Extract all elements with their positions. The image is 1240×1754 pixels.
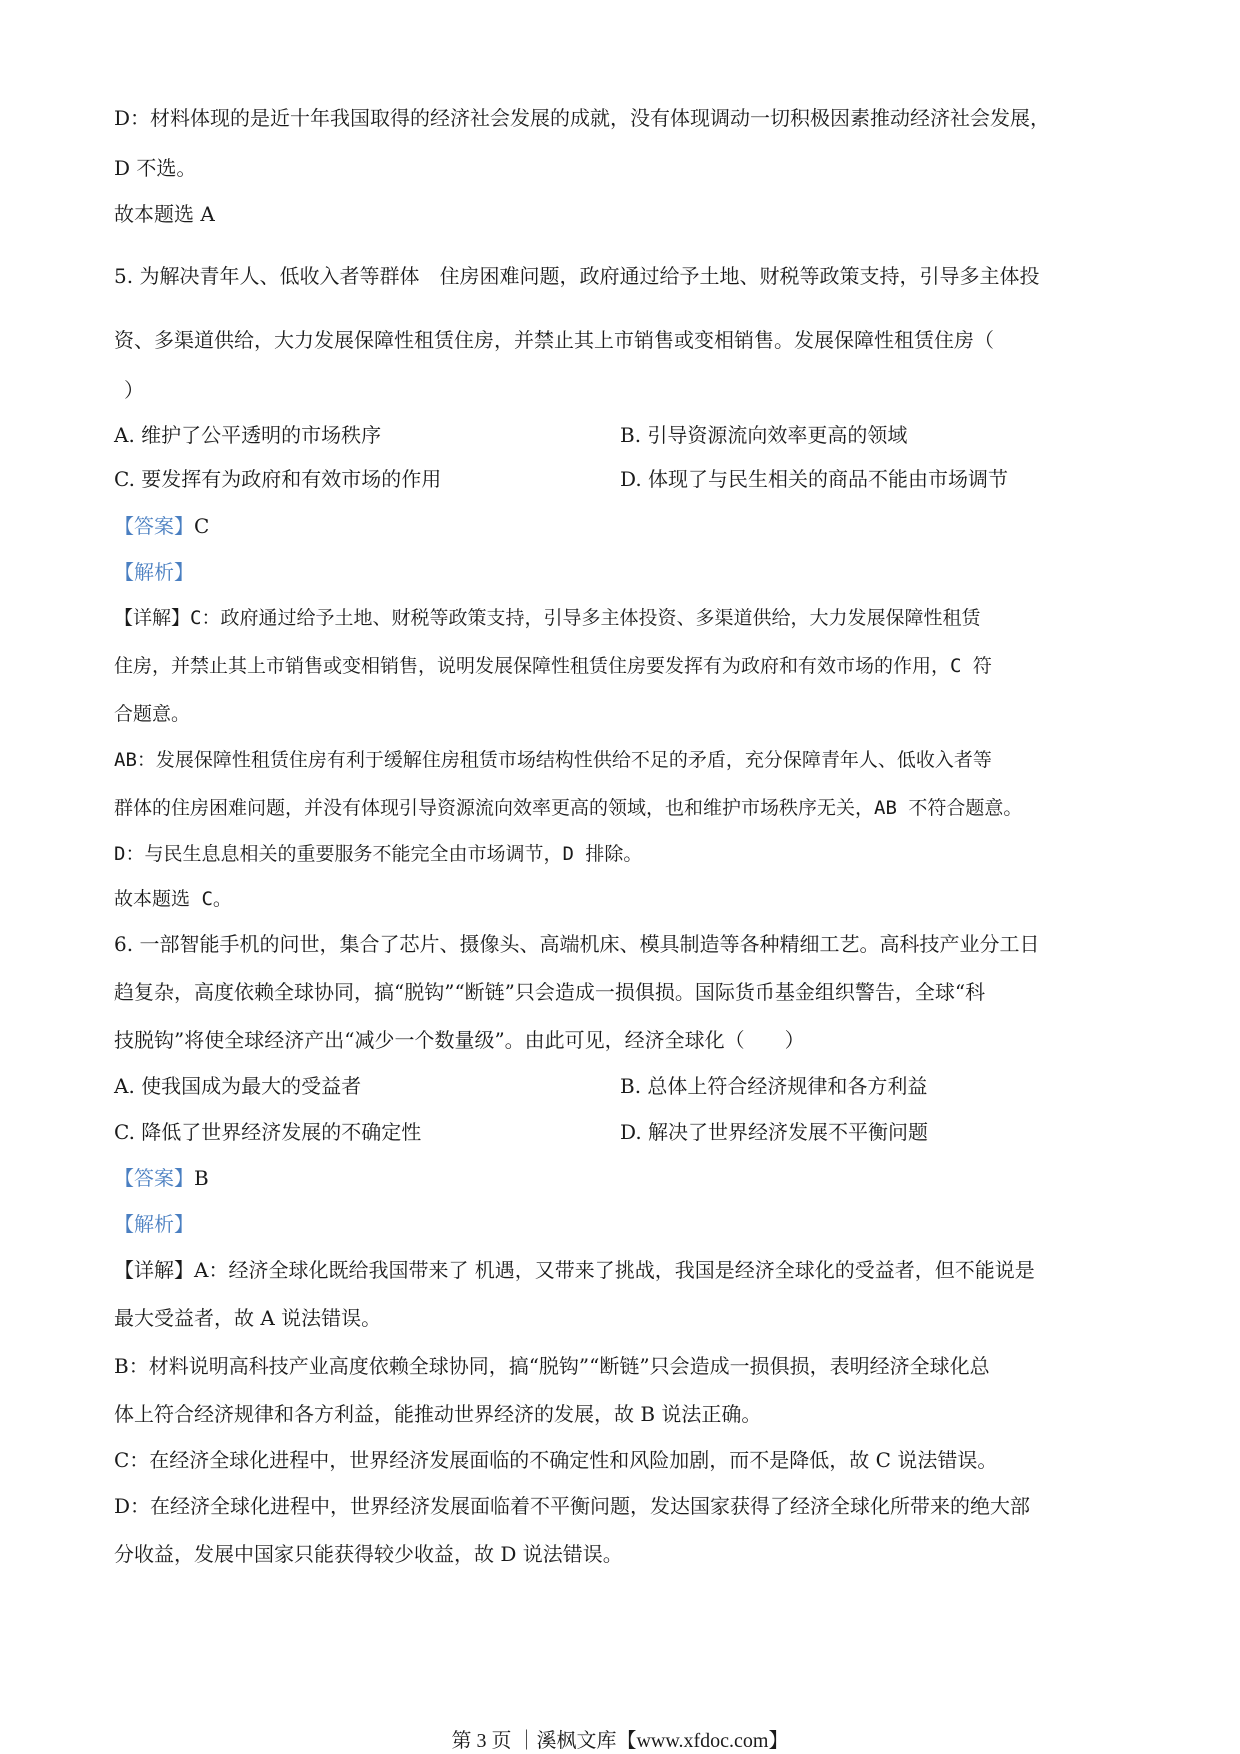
q6-c-line: C：在经济全球化进程中，世界经济发展面临的不确定性和风险加剧，而不是降低，故 C 说法错误。: [114, 1448, 998, 1472]
q5-option-a: A. 维护了公平透明的市场秩序: [114, 423, 382, 447]
q5-option-b: B. 引导资源流向效率更高的领域: [620, 423, 908, 447]
q5-option-d: D. 体现了与民生相关的商品不能由市场调节: [620, 467, 1009, 491]
q5-ab-line1: AB：发展保障性租赁住房有利于缓解住房租赁市场结构性供给不足的矛盾，充分保障青年人、低收入者等: [114, 749, 992, 771]
q5-stem-line3: ）: [124, 378, 144, 402]
q6-option-b: B. 总体上符合经济规律和各方利益: [620, 1074, 928, 1098]
q5-d-line: D：与民生息息相关的重要服务不能完全由市场调节，D 排除。: [114, 843, 643, 865]
detail-label: 【详解】: [114, 1258, 194, 1282]
detail-label: 【详解】: [114, 607, 191, 629]
q6-stem-line2: 趋复杂，高度依赖全球协同，搞“脱钩”“断链”只会造成一损俱损。国际货币基金组织警告，全球“科: [114, 980, 986, 1004]
q6-option-a: A. 使我国成为最大的受益者: [114, 1074, 362, 1098]
prev-conclusion: 故本题选 A: [114, 202, 215, 226]
q6-analysis-tag: 【解析】: [114, 1212, 194, 1236]
q5-answer: [114, 512, 209, 540]
q6-stem-line3: 技脱钩”将使全球经济产出“减少一个数量级”。由此可见，经济全球化（ ）: [114, 1028, 805, 1052]
answer-tag: 【答案】: [114, 1166, 194, 1190]
q6-stem-line1: 6. 一部智能手机的问世，集合了芯片、摄像头、高端机床、模具制造等各种精细工艺。高科技产业分工日: [114, 932, 1040, 956]
q5-ab-line2: 群体的住房困难问题，并没有体现引导资源流向效率更高的领域，也和维护市场秩序无关，AB 不符合题意。: [114, 797, 1023, 819]
q6-detail-line2: 最大受益者，故 A 说法错误。: [114, 1306, 382, 1330]
q6-answer: [114, 1164, 209, 1192]
q5-stem-line2: 资、多渠道供给，大力发展保障性租赁住房，并禁止其上市销售或变相销售。发展保障性租赁住房（: [114, 328, 994, 352]
q5-detail-line3: 合题意。: [114, 703, 191, 725]
q6-option-d: D. 解决了世界经济发展不平衡问题: [620, 1120, 929, 1144]
q6-d-line1: D：在经济全球化进程中，世界经济发展面临着不平衡问题，发达国家获得了经济全球化所带来的绝大部: [114, 1494, 1031, 1518]
q5-analysis-tag: 【解析】: [114, 560, 194, 584]
q5-detail-line1: [114, 604, 980, 632]
prev-option-d-line1: D：材料体现的是近十年我国取得的经济社会发展的成就，没有体现调动一切积极因素推动经济社会发展，: [114, 106, 1051, 130]
q6-option-c: C. 降低了世界经济发展的不确定性: [114, 1120, 422, 1144]
detail-text: A：经济全球化既给我国带来了 机遇，又带来了挑战，我国是经济全球化的受益者，但不能说是: [194, 1258, 1035, 1282]
q6-detail-line1: [114, 1256, 1035, 1284]
q6-d-line2: 分收益，发展中国家只能获得较少收益，故 D 说法错误。: [114, 1542, 623, 1566]
answer-value: B: [194, 1166, 209, 1190]
prev-option-d-line2: D 不选。: [114, 156, 197, 180]
answer-tag: 【答案】: [114, 514, 194, 538]
detail-text: C：政府通过给予土地、财税等政策支持，引导多主体投资、多渠道供给，大力发展保障性租赁: [190, 607, 981, 629]
q6-b-line2: 体上符合经济规律和各方利益，能推动世界经济的发展，故 B 说法正确。: [114, 1402, 762, 1426]
answer-value: C: [194, 514, 210, 538]
q5-conclusion: 故本题选 C。: [114, 888, 232, 910]
q5-detail-line2: 住房，并禁止其上市销售或变相销售，说明发展保障性租赁住房要发挥有为政府和有效市场的作用，C 符: [114, 655, 992, 677]
q6-b-line1: B：材料说明高科技产业高度依赖全球协同，搞“脱钩”“断链”只会造成一损俱损，表明经济全球化总: [114, 1354, 990, 1378]
page-footer: 第 3 页 ｜溪枫文库【www.xfdoc.com】: [451, 1730, 789, 1752]
q5-option-c: C. 要发挥有为政府和有效市场的作用: [114, 467, 442, 491]
q5-stem-line1: 5. 为解决青年人、低收入者等群体 住房困难问题，政府通过给予土地、财税等政策支持，引导多主体投: [114, 264, 1040, 288]
